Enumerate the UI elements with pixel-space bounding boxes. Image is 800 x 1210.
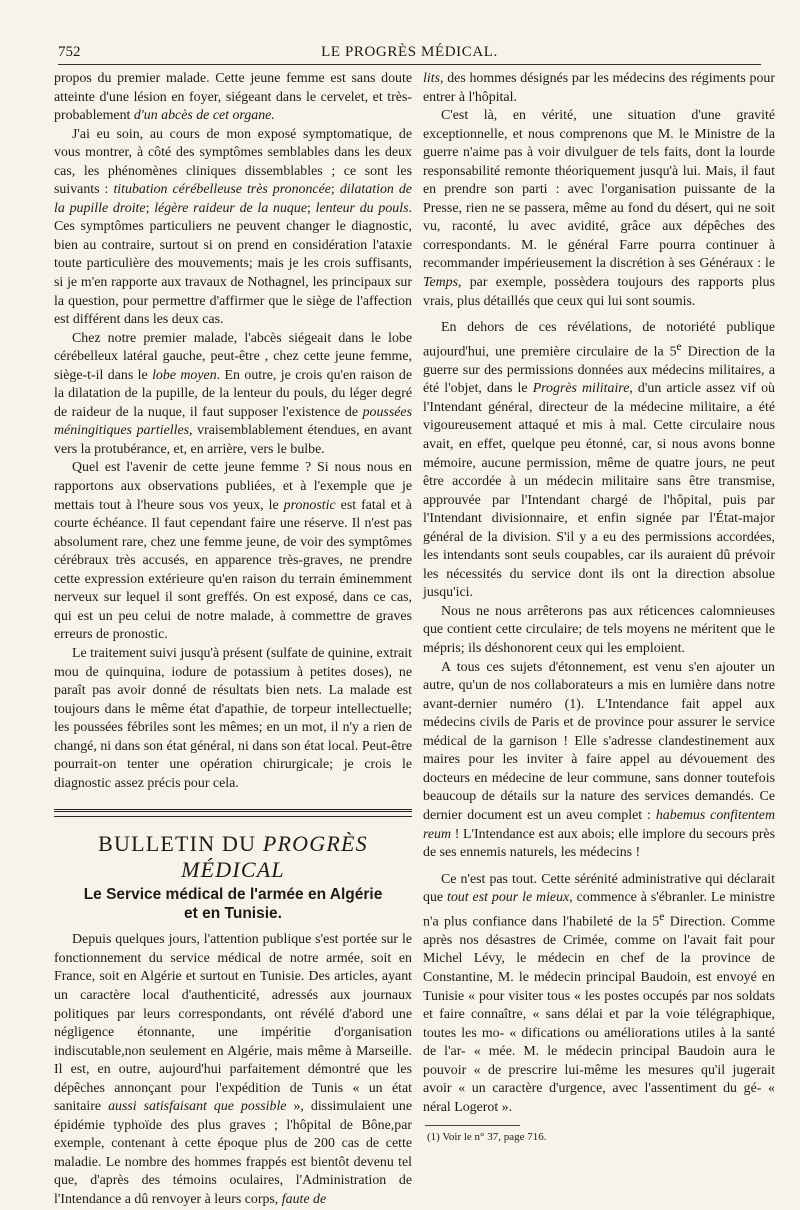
left-column	[54, 70, 412, 1210]
page-number: 752	[58, 44, 81, 60]
paragraph: propos du premier malade. Cette jeune femme est sans doute atteinte d'une lésion en foyer, siégeant dans le cervelet, et très-probablement d'un abcès de cet organe.	[54, 71, 412, 124]
paragraph: Depuis quelques jours, l'attention publique s'est portée sur le fonctionnement du service médical de notre armée, soit en France, soit en Algérie et surtout en Tunisie. Des articles, ayant un caractère local d'authenticité, adressés aux journaux politiques par leurs correspondants, ont révélé d'abord une négligence étonnante, une impéritie d'organisation indiscutable,non seulement en Algérie, mais même à Marseille. Il est, en outre, aujourd'hui parfaitement démontré que les dépêches annonçant pour l'expédition de Tunis « un état sanitaire aussi satisfaisant que possible », dissimulaient une épidémie typhoïde des plus graves ; l'hôpital de Bône,par exemple, contenant à cette époque plus de 200 cas de cette maladie. Le nombre des hommes frappés est bientôt devenu tel que, d'après des témoins oculaires, l'Administration de l'Intendance a dû renvoyer à leurs corps, faute de	[54, 932, 412, 1207]
paragraph: C'est là, en vérité, une situation d'une gravité exceptionnelle, et nous comprenons que M. le Ministre de la guerre n'aime pas à voir divulguer de tels faits, dont la lourde responsabilité remonte théoriquement jusqu'à lui. Mais, il faut en prendre son parti : avec l'organisation puissante de la Presse, rien ne se passera, même au fond du désert, qui ne soit vu, raconté, lu avec avidité, grâce aux dépêches des correspondants. M. le général Farre pourra continuer à recommander impérieusement la discrétion à ses Généraux : le Temps, par exemple, possèdera toujours des rapports plus vrais, plus détaillés que ceux qui lui sont soumis.	[423, 108, 775, 309]
article-title: Le Service médical de l'armée en Algérie et en Tunisie.	[83, 886, 383, 923]
bulletin-heading: BULLETIN DU PROGRÈS MÉDICAL	[98, 831, 368, 883]
paragraph: J'ai eu soin, au cours de mon exposé symptomatique, de vous montrer, à côté des symptômes semblables dans les deux cas, les phénomènes cliniques dissemblables ; ce sont les suivants : titubation cérébelleuse très prononcée; dilatation de la pupille droite; légère raideur de la nuque; lenteur du pouls. Ces symptômes particuliers ne peuvent changer le diagnostic, bien au contraire, surtout si on prend en considération l'ataxie toute particulière des mouvements; mais je les crois suffisants, si je m'en rapporte aux travaux de Nothagnel, les principaux sur la question, pour permettre d'affirmer que le siège de l'affection est différent dans les deux cas.	[54, 126, 412, 328]
paragraph: A tous ces sujets d'étonnement, est venu s'en ajouter un autre, qu'un de nos collaborateurs a mis en lumière dans notre avant-dernier numéro (1). L'Intendance fait appel aux médecins civils de Paris et de province pour assurer le service médical de la garnison ! Elle s'adresse clandestinement aux maires pour les inviter à faire appel au dévouement des docteurs en médecine de leur commune, sans donner toutefois beaucoup de détails sur la nature des services demandés. Ce dernier document est un aveu complet : habemus confitentem reum ! L'Intendance est aux abois; elle implore du secours près de ses ennemis naturels, les médecins !	[423, 659, 775, 861]
header-rule	[58, 64, 761, 65]
right-column	[423, 70, 775, 1144]
footnote-rule	[425, 1125, 520, 1126]
paragraph: lits, des hommes désignés par les médecins des régiments pour entrer à l'hôpital.	[423, 71, 775, 105]
paragraph: Quel est l'avenir de cette jeune femme ? Si nous nous en rapportons aux observations publiées, et à l'exemple que je mettais tout à l'heure sous vos yeux, le pronostic est fatal et à courte échéance. Il faut cependant faire une réserve. Il n'est pas absolument rare, chez une femme jeune, de voir des symptômes cérébraux très accusés, en apparence très-graves, ne prendre cette expression extérieure qu'en raison du terrain éminemment nerveux sur lequel il sont greffés. On est exposé, dans ce cas, qui est un peu celui de notre malade, à commettre de graves erreurs de pronostic.	[54, 460, 412, 643]
footnote: (1) Voir le n° 37, page 716.	[427, 1131, 547, 1144]
paragraph: Le traitement suivi jusqu'à présent (sulfate de quinine, extrait mou de quinquina, iodure de potassium à petites doses), ne paraît pas avoir donné de résultats bien nets. La malade est toujours dans le même état d'apathie, de torpeur intellectuelle; les poussées fébriles sont les mêmes; en un mot, il n'y a rien de changé, ni dans son état général, ni dans son état local. Peut-être pourrait-on tenter une opération chirurgicale; je crois le diagnostic assez précis pour cela.	[54, 645, 413, 791]
section-divider	[54, 809, 412, 817]
paragraph: Nous ne nous arrêterons pas aux réticences calomnieuses que contient cette circulaire; de tels moyens ne méritent que le mépris; ils déshonorent ceux qui les emploient.	[423, 603, 775, 657]
journal-title: LE PROGRÈS MÉDICAL.	[321, 44, 498, 60]
paragraph: En dehors de ces révélations, de notoriété publique aujourd'hui, une première circulaire de la 5e Direction de la guerre sur des permissions données aux médecins militaires, a été l'objet, dans le Progrès militaire, d'un article assez vif où l'Intendant général, directeur de la médecine militaire, a été vigoureusement attaqué et mis à mal. Cette circulaire nous avait, en effet, quelque peu étonné, car, si nous avons bonne mémoire, aucune permission, même de quatre jours, ne peut être accordée à un médecin militaire sans être transmise, approuvée par l'Intendant chargé de l'hôpital, puis par l'Intendant divisionnaire, et enfin signée par l'État-major général de la division. S'il y a eu des permissions accordées, les intendants sont seuls coupables, car ils auraient dû prévoir les nécessités du service dont ils ont la direction absolue jusqu'ici.	[423, 320, 775, 601]
paragraph: Ce n'est pas tout. Cette sérénité administrative qui déclarait que tout est pour le mieux, commence à s'ébranler. Le ministre n'a plus confiance dans l'habileté de la 5e Direction. Comme après nos désastres de Crimée, comme on l'avait fait pour Michel Lévy, le médecin en chef de la province de Constantine, M. le médecin principal Baudoin, est envoyé en Tunisie « pour visiter tous « les postes occupés par nos soldats et faire connaître, « sans délai et par la voie télégraphique, toutes les mo- « difications ou améliorations utiles à la santé de l'ar- « mée. M. le médecin principal Baudoin aura le pouvoir « de prescrire lui-même les mesures qu'il jugerait avoir « un caractère d'urgence, avec l'assentiment du gé- « néral Logerot ».	[423, 871, 775, 1115]
page-header	[58, 44, 761, 64]
paragraph: Chez notre premier malade, l'abcès siégeait dans le lobe cérébelleux latéral gauche, peut-être , chez cette jeune femme, siège-t-il dans le lobe moyen. En outre, je crois qu'en raison de la dilatation de la pupille, de la lenteur du pouls, du léger degré de raideur de la nuque, il faut supposer l'existence de poussées méningitiques partielles, vraisemblablement étendues, en avant vers la protubérance, et, en arrière, vers le bulbe.	[54, 330, 413, 457]
